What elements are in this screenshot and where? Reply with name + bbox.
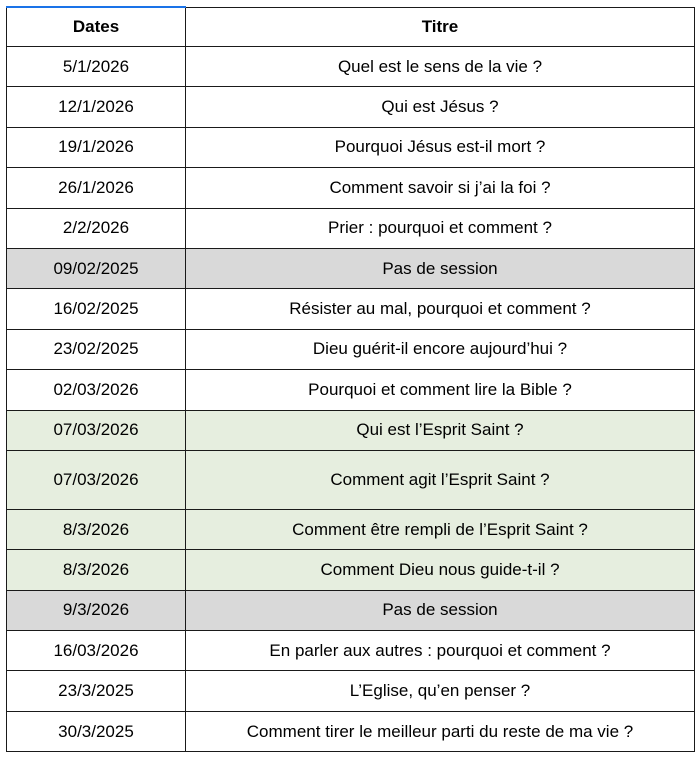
title-cell[interactable]: Comment tirer le meilleur parti du reste de ma vie ? bbox=[186, 711, 695, 751]
date-cell[interactable]: 02/03/2026 bbox=[7, 370, 186, 410]
title-cell[interactable]: Quel est le sens de la vie ? bbox=[186, 47, 695, 87]
date-cell[interactable]: 8/3/2026 bbox=[7, 509, 186, 549]
title-cell[interactable]: L’Eglise, qu’en penser ? bbox=[186, 671, 695, 711]
date-cell[interactable]: 30/3/2025 bbox=[7, 711, 186, 751]
title-cell[interactable]: Dieu guérit-il encore aujourd’hui ? bbox=[186, 329, 695, 369]
date-cell[interactable]: 07/03/2026 bbox=[7, 450, 186, 509]
sessions-table-container bbox=[6, 6, 694, 752]
title-cell[interactable]: Comment Dieu nous guide-t-il ? bbox=[186, 550, 695, 590]
date-cell[interactable]: 23/3/2025 bbox=[7, 671, 186, 711]
title-cell[interactable]: Pas de session bbox=[186, 590, 695, 630]
table-body bbox=[7, 47, 695, 752]
title-cell[interactable]: Pas de session bbox=[186, 248, 695, 288]
title-cell[interactable]: Comment savoir si j’ai la foi ? bbox=[186, 168, 695, 208]
title-cell[interactable]: Comment agit l’Esprit Saint ? bbox=[186, 450, 695, 509]
date-cell[interactable]: 8/3/2026 bbox=[7, 550, 186, 590]
title-cell[interactable]: Pourquoi et comment lire la Bible ? bbox=[186, 370, 695, 410]
header-row bbox=[7, 7, 695, 47]
title-cell[interactable]: Prier : pourquoi et comment ? bbox=[186, 208, 695, 248]
table-row bbox=[7, 450, 695, 509]
table-row bbox=[7, 631, 695, 671]
date-cell[interactable]: 2/2/2026 bbox=[7, 208, 186, 248]
table-row bbox=[7, 208, 695, 248]
table-row bbox=[7, 410, 695, 450]
table-row bbox=[7, 509, 695, 549]
date-cell[interactable]: 5/1/2026 bbox=[7, 47, 186, 87]
table-row bbox=[7, 47, 695, 87]
date-cell[interactable]: 07/03/2026 bbox=[7, 410, 186, 450]
table-row bbox=[7, 289, 695, 329]
table-row bbox=[7, 671, 695, 711]
date-cell[interactable]: 23/02/2025 bbox=[7, 329, 186, 369]
title-cell[interactable]: Pourquoi Jésus est-il mort ? bbox=[186, 127, 695, 167]
table-row bbox=[7, 550, 695, 590]
table-row bbox=[7, 87, 695, 127]
title-cell[interactable]: Comment être rempli de l’Esprit Saint ? bbox=[186, 509, 695, 549]
table-row bbox=[7, 329, 695, 369]
date-cell[interactable]: 12/1/2026 bbox=[7, 87, 186, 127]
sessions-table bbox=[6, 6, 695, 752]
header-titre[interactable]: Titre bbox=[186, 7, 695, 47]
date-cell[interactable]: 19/1/2026 bbox=[7, 127, 186, 167]
table-row bbox=[7, 127, 695, 167]
date-cell[interactable]: 9/3/2026 bbox=[7, 590, 186, 630]
table-row bbox=[7, 590, 695, 630]
date-cell[interactable]: 16/03/2026 bbox=[7, 631, 186, 671]
table-row bbox=[7, 248, 695, 288]
date-cell[interactable]: 26/1/2026 bbox=[7, 168, 186, 208]
title-cell[interactable]: Résister au mal, pourquoi et comment ? bbox=[186, 289, 695, 329]
title-cell[interactable]: Qui est Jésus ? bbox=[186, 87, 695, 127]
table-row bbox=[7, 711, 695, 751]
table-row bbox=[7, 168, 695, 208]
date-cell[interactable]: 09/02/2025 bbox=[7, 248, 186, 288]
table-row bbox=[7, 370, 695, 410]
header-dates[interactable]: Dates bbox=[7, 7, 186, 47]
date-cell[interactable]: 16/02/2025 bbox=[7, 289, 186, 329]
title-cell[interactable]: Qui est l’Esprit Saint ? bbox=[186, 410, 695, 450]
title-cell[interactable]: En parler aux autres : pourquoi et comment ? bbox=[186, 631, 695, 671]
